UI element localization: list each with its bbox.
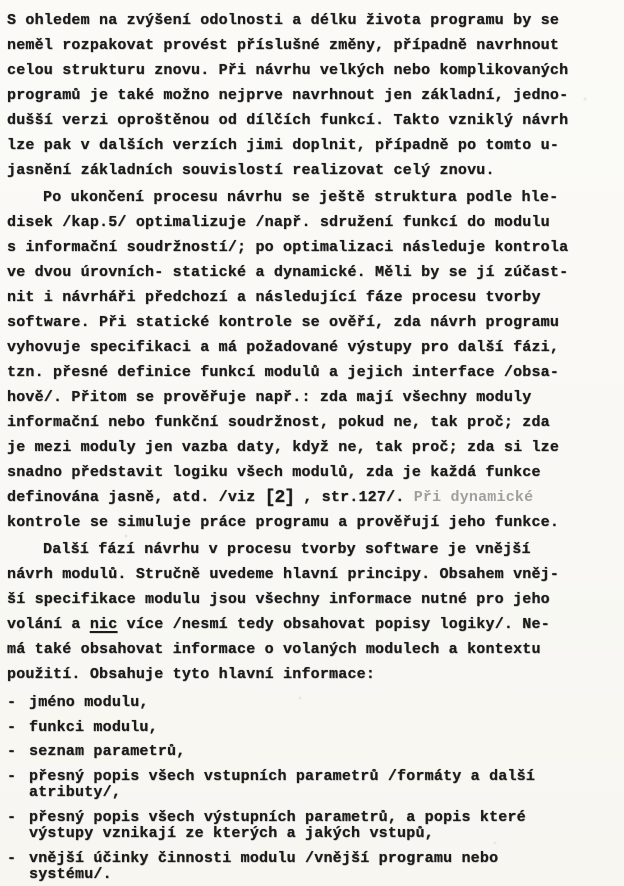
text-segment: volání a [7, 616, 90, 633]
underlined-word: nic [89, 616, 118, 633]
list-item [7, 695, 617, 712]
bullet-dash: - [7, 849, 17, 867]
text-line: dušší verzi oproštěnou od dílčích funkcí. Takto vzniklý návrh [7, 112, 569, 129]
list-item-text [29, 769, 617, 802]
text-segment: definována jasně, atd. /viz [7, 489, 265, 506]
text-line: atributy/, [29, 784, 122, 801]
list-item [7, 769, 617, 802]
paragraph-2 [7, 185, 617, 535]
text-line: snadno představit logiku všech modulů, zda je každá funkce [7, 464, 541, 481]
text-line: ší specifikace modulu jsou všechny informace nutné pro jeho [7, 591, 550, 608]
bullet-list [7, 695, 617, 884]
list-item [7, 744, 617, 761]
text-line: vyhovuje specifikaci a má požadované výstupy pro další fázi, [7, 339, 560, 356]
text-line: programů je také možno nejprve navrhnout jen základní, jedno- [7, 87, 569, 104]
text-line: Další fází návrhu v procesu tvorby software je vnější [43, 541, 531, 558]
text-line: Po ukončení procesu návrhu se ještě struktura podle hle- [43, 189, 559, 206]
text-line: přesný popis všech výstupních parametrů, a popis které [29, 808, 526, 826]
text-segment: více /nesmí tedy obsahovat popisy logiky/. Ne- [117, 616, 550, 633]
text-line: přesný popis všech vstupních parametrů /formáty a další [29, 767, 536, 785]
text-line: celou strukturu znovu. Při návrhu velkých nebo komplikovaných [7, 62, 569, 79]
text-line [7, 612, 617, 637]
citation-reference: [2] [264, 488, 295, 508]
text-line: hově/. Přitom se prověřuje např.: zda mají všechny moduly [7, 389, 532, 406]
text-line: je mezi moduly jen vazba daty, když ne, tak proč; zda si lze [7, 439, 560, 456]
text-line: vnější účinky činnosti modulu /vnější programu nebo [29, 849, 499, 867]
list-item [7, 810, 617, 843]
text-line: tzn. přesné definice funkcí modulů a jejich interface /obsa- [7, 364, 560, 381]
paragraph-1 [7, 8, 617, 183]
text-line: funkci modulu, [29, 718, 158, 736]
bullet-dash: - [7, 743, 17, 760]
text-line: systému/. [29, 866, 112, 883]
list-item-text [29, 744, 617, 761]
text-line: má také obsahovat informace o volaných modulech a kontextu [7, 641, 541, 658]
text-line: s informační soudržností/; po optimalizaci následuje kontrola [7, 239, 569, 256]
text-line: jméno modulu, [29, 694, 149, 711]
list-item-text [29, 851, 617, 884]
list-item [7, 851, 617, 884]
list-item-text [29, 810, 617, 843]
text-line: informační nebo funkční soudržnost, pokud ne, tak proč; zda [7, 414, 550, 431]
text-line: disek /kap.5/ optimalizuje /např. sdružení funkcí do modulu [7, 214, 550, 231]
text-line: výstupy vznikají ze kterých a jakých vstupů, [29, 825, 434, 842]
text-line: neměl rozpakovat provést příslušné změny, případně navrhnout [7, 37, 560, 54]
text-line: lze pak v dalších verzích jimi doplnit, případně po tomto u- [7, 137, 560, 154]
document-body [7, 8, 617, 884]
list-item-text [29, 720, 617, 737]
text-line: jasnění základních souvislostí realizovat celý znovu. [7, 162, 495, 179]
text-line: S ohledem na zvýšení odolnosti a délku života programu by se [7, 12, 560, 29]
bullet-dash: - [7, 808, 17, 826]
text-line: nit i návrháři předchozí a následující fáze procesu tvorby [7, 289, 541, 306]
paragraph-3 [7, 537, 617, 687]
text-line: seznam parametrů, [29, 743, 186, 760]
faded-text: Při dynamické [413, 489, 534, 506]
bullet-dash: - [7, 718, 17, 736]
text-line: ve dvou úrovních- statické a dynamické. Měli by se jí zúčast- [7, 264, 569, 281]
text-line: návrh modulů. Stručně uvedeme hlavní principy. Obsahem vněj- [7, 566, 560, 583]
bullet-dash: - [7, 767, 17, 785]
text-line: kontrole se simuluje práce programu a prověřují jeho funkce. [7, 514, 560, 531]
text-line: software. Při statické kontrole se ověří, zda návrh programu [7, 314, 560, 331]
text-line [7, 485, 617, 510]
list-item-text [29, 695, 617, 712]
list-item [7, 720, 617, 737]
text-segment: , str.127/. [294, 489, 414, 506]
text-line: použití. Obsahuje tyto hlavní informace: [7, 666, 376, 683]
bullet-dash: - [7, 694, 17, 711]
